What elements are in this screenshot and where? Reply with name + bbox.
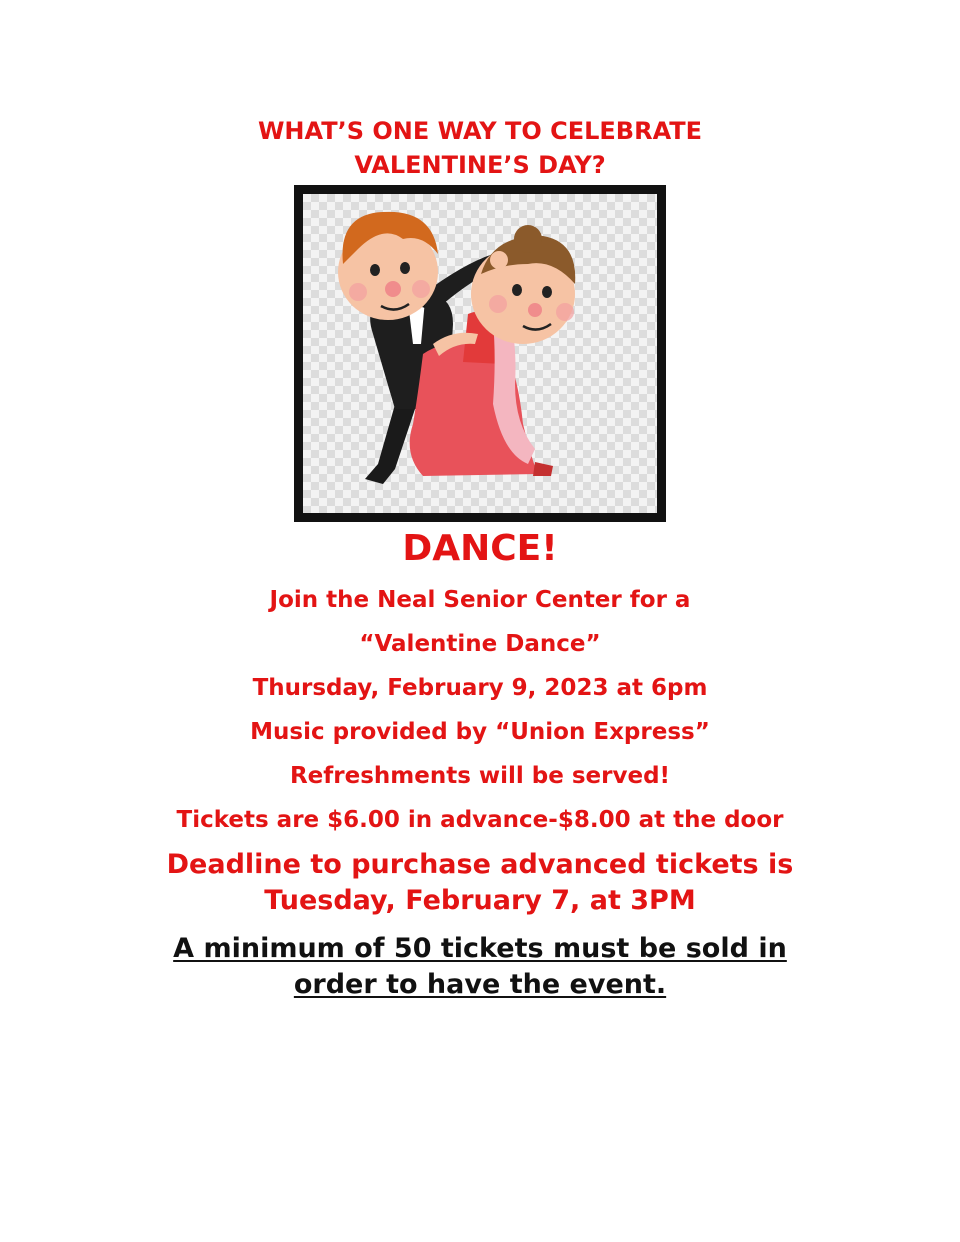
deadline-line-1: Deadline to purchase advanced tickets is — [166, 849, 794, 880]
deadline-line-2: Tuesday, February 7, at 3PM — [264, 885, 696, 916]
event-date-time: Thursday, February 9, 2023 at 6pm — [252, 675, 708, 701]
headline-line-2: VALENTINE’S DAY? — [354, 151, 606, 179]
woman-eye-right — [542, 286, 552, 298]
joined-hands — [490, 251, 508, 269]
man-eye-left — [370, 264, 380, 276]
headline-line-1: WHAT’S ONE WAY TO CELEBRATE — [257, 117, 703, 145]
man-nose — [385, 281, 401, 297]
refreshments-info: Refreshments will be served! — [289, 763, 671, 789]
man-eye-right — [400, 262, 410, 274]
woman-shoe — [533, 462, 553, 476]
join-line: Join the Neal Senior Center for a — [269, 587, 691, 613]
woman-eye-left — [512, 284, 522, 296]
music-info: Music provided by “Union Express” — [250, 719, 710, 745]
dance-title: DANCE! — [402, 528, 558, 569]
ticket-prices: Tickets are $6.00 in advance-$8.00 at the door — [176, 807, 784, 833]
dancing-couple-illustration — [303, 194, 657, 513]
woman-nose — [528, 303, 542, 317]
dancing-couple-image — [294, 185, 666, 522]
event-name: “Valentine Dance” — [359, 631, 601, 657]
minimum-notice-line-1: A minimum of 50 tickets must be sold in — [173, 933, 787, 964]
minimum-notice-line-2: order to have the event. — [293, 969, 667, 1000]
